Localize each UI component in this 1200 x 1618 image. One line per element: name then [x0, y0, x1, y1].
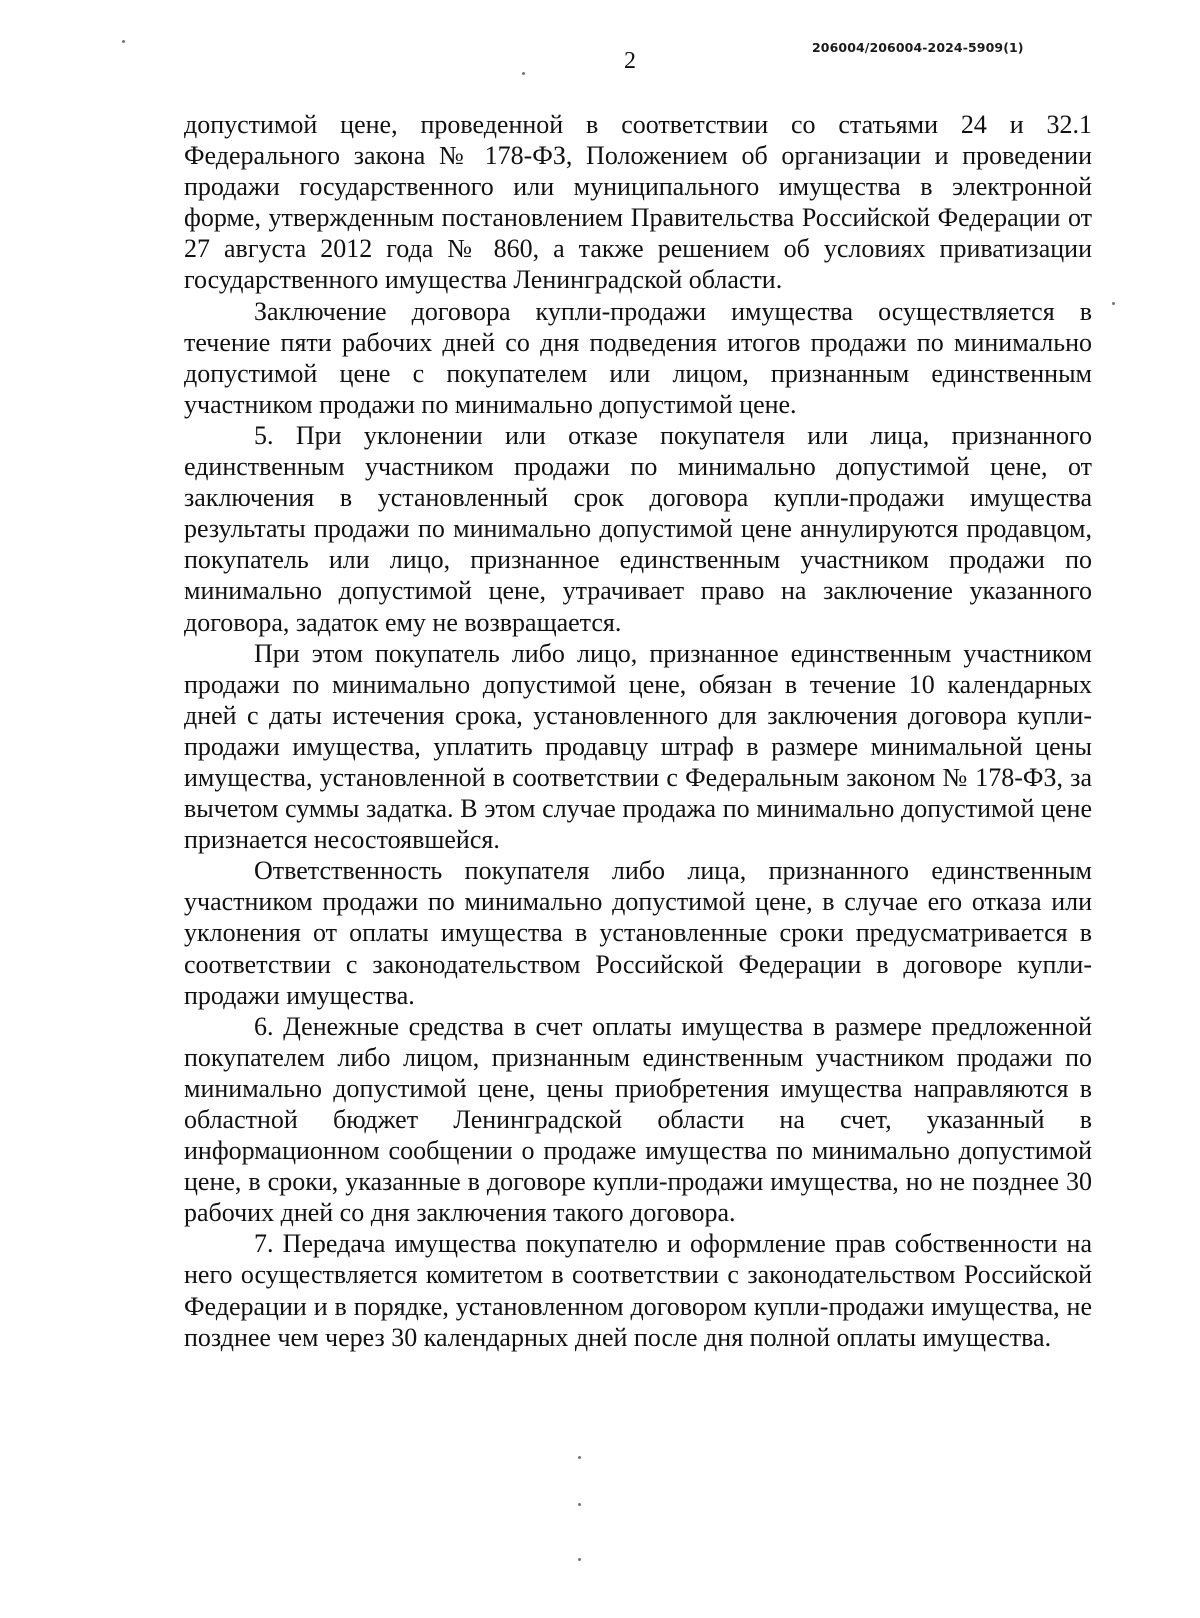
scan-speck	[578, 1456, 581, 1459]
page-number: 2	[624, 48, 636, 74]
paragraph-continuation: допустимой цене, проведенной в соответствии со статьями 24 и 32.1 Федерального закона № 178-ФЗ, Положением об организации и проведении продажи государственного или муниципального имущества в электронной форме, утвержденным постановлением Правительства Российской Федерации от 27 августа 2012 года № 860, а также решением об условиях приватизации государственного имущества Ленинградской области.	[184, 110, 1092, 295]
paragraph-penalty: При этом покупатель либо лицо, признанное единственным участником продажи по минимально допустимой цене, обязан в течение 10 календарных дней с даты истечения срока, установленного для заключения договора купли-продажи имущества, уплатить продавцу штраф в размере минимальной цены имущества, установленной в соответствии с Федеральным законом № 178-ФЗ, за вычетом суммы задатка. В этом случае продажа по минимально допустимой цене признается несостоявшейся.	[184, 638, 1092, 855]
scan-speck	[522, 72, 525, 75]
paragraph-item-5: 5. При уклонении или отказе покупателя или лица, признанного единственным участником продажи по минимально допустимой цене, от заключения в установленный срок договора купли-продажи имущества результаты продажи по минимально допустимой цене аннулируются продавцом, покупатель или лицо, признанное единственным участником продажи по минимально допустимой цене, утрачивает право на заключение указанного договора, задаток ему не возвращается.	[184, 420, 1092, 637]
scan-speck	[122, 40, 125, 43]
scan-speck	[578, 1503, 581, 1506]
paragraph-contract-conclusion: Заключение договора купли-продажи имущества осуществляется в течение пяти рабочих дней со дня подведения итогов продажи по минимально допустимой цене с покупателем или лицом, признанным единственным участником продажи по минимально допустимой цене.	[184, 296, 1092, 419]
scan-speck	[578, 1558, 581, 1561]
paragraph-item-6: 6. Денежные средства в счет оплаты имущества в размере предложенной покупателем либо лицом, признанным единственным участником продажи по минимально допустимой цене, цены приобретения имущества направляются в областной бюджет Ленинградской области на счет, указанный в информационном сообщении о продаже имущества по минимально допустимой цене, в сроки, указанные в договоре купли-продажи имущества, но не позднее 30 рабочих дней со дня заключения такого договора.	[184, 1011, 1092, 1228]
document-id: 206004/206004-2024-5909(1)	[812, 40, 1024, 55]
paragraph-item-7: 7. Передача имущества покупателю и оформление прав собственности на него осуществляется комитетом в соответствии с законодательством Российской Федерации и в порядке, установленном договором купли-продажи имущества, не позднее чем через 30 календарных дней после дня полной оплаты имущества.	[184, 1229, 1092, 1352]
scan-speck	[1112, 302, 1115, 305]
paragraph-responsibility: Ответственность покупателя либо лица, признанного единственным участником продажи по минимально допустимой цене, в случае его отказа или уклонения от оплаты имущества в установленные сроки предусматривается в соответствии с законодательством Российской Федерации в договоре купли-продажи имущества.	[184, 856, 1092, 1010]
document-body	[184, 109, 1092, 1353]
